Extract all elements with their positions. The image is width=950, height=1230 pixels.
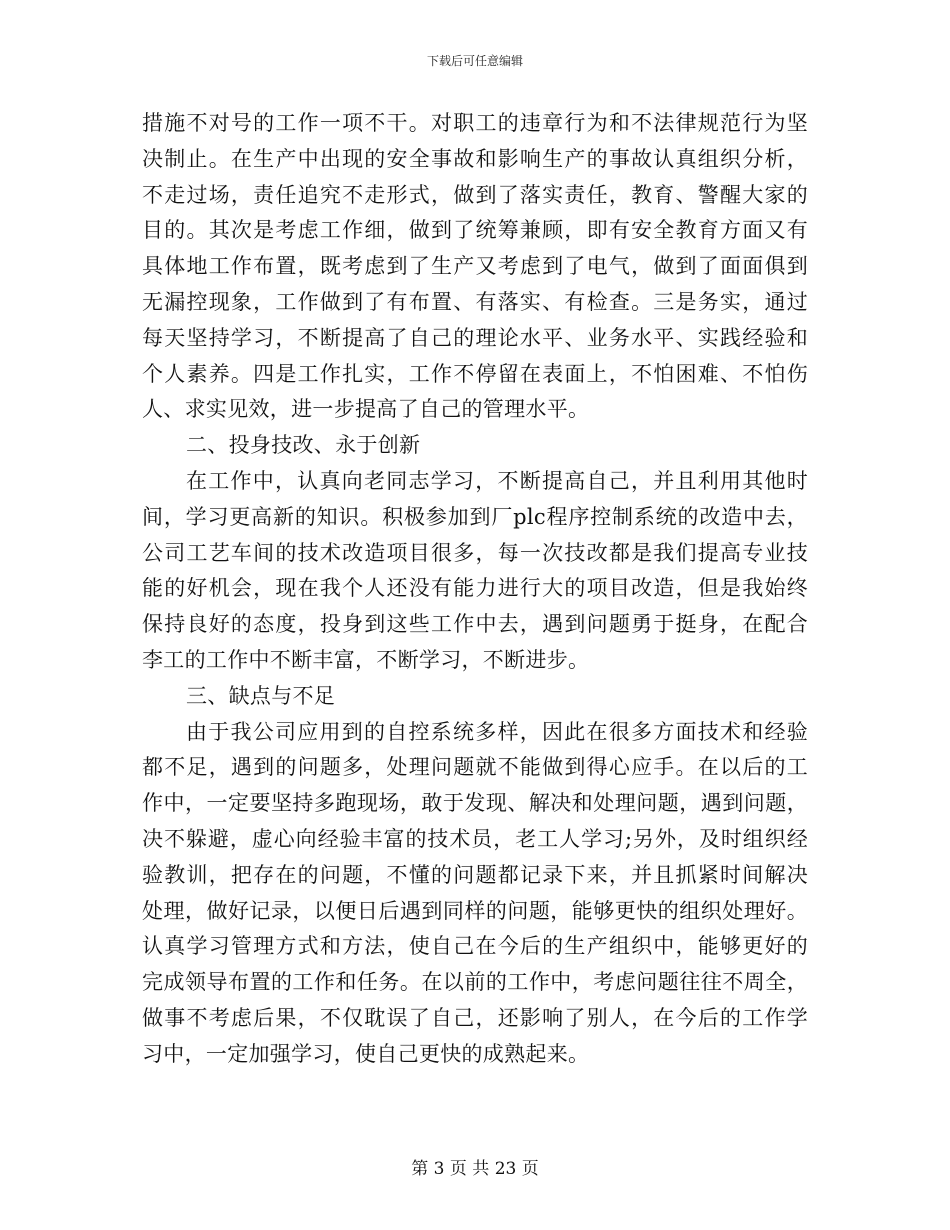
body-line: 作中，一定要坚持多跑现场，敢于发现、解决和处理问题，遇到问题， [142, 791, 808, 816]
body-line: 都不足，遇到的问题多，处理问题就不能做到得心应手。在以后的工 [142, 755, 808, 780]
body-line: 认真学习管理方式和方法，使自己在今后的生产组织中，能够更好的 [142, 934, 808, 959]
body-line: 做事不考虑后果，不仅耽误了自己，还影响了别人，在今后的工作学 [142, 1005, 808, 1030]
body-line: 决制止。在生产中出现的安全事故和影响生产的事故认真组织分析， [142, 146, 808, 171]
body-line: 人、求实见效，进一步提高了自己的管理水平。 [142, 397, 590, 422]
body-line: 能的好机会，现在我个人还没有能力进行大的项目改造，但是我始终 [142, 576, 808, 601]
page-header: 下载后可任意编辑 [426, 54, 523, 68]
body-line: 在工作中，认真向老同志学习，不断提高自己，并且利用其他时 [186, 468, 808, 493]
section-heading: 二、投身技改、永于创新 [186, 433, 421, 458]
page-footer: 第 3 页 共 23 页 [411, 1159, 539, 1179]
body-line: 无漏控现象，工作做到了有布置、有落实、有检查。三是务实，通过 [142, 289, 808, 314]
body-line: 具体地工作布置，既考虑到了生产又考虑到了电气，做到了面面俱到 [142, 254, 808, 279]
body-line: 习中，一定加强学习，使自己更快的成熟起来。 [142, 1041, 590, 1066]
body-line: 由于我公司应用到的自控系统多样，因此在很多方面技术和经验 [186, 719, 808, 744]
body-line: 李工的工作中不断丰富，不断学习，不断进步。 [142, 647, 590, 672]
body-line: 不走过场，责任追究不走形式，做到了落实责任，教育、警醒大家的 [142, 182, 808, 207]
body-line: 处理，做好记录，以便日后遇到同样的问题，能够更快的组织处理好。 [142, 898, 808, 923]
body-line: 措施不对号的工作一项不干。对职工的违章行为和不法律规范行为坚 [142, 111, 808, 135]
section-heading: 三、缺点与不足 [186, 683, 336, 708]
document-body [142, 106, 808, 1073]
body-line: 验教训，把存在的问题，不懂的问题都记录下来，并且抓紧时间解决 [142, 862, 808, 887]
body-line: 每天坚持学习，不断提高了自己的理论水平、业务水平、实践经验和 [142, 325, 808, 350]
body-line: 决不躲避，虚心向经验丰富的技术员，老工人学习;另外，及时组织经 [142, 826, 808, 851]
body-line: 个人素养。四是工作扎实，工作不停留在表面上，不怕困难、不怕伤 [142, 361, 808, 386]
body-line: 目的。其次是考虑工作细，做到了统筹兼顾，即有安全教育方面又有 [142, 218, 808, 243]
body-line: 完成领导布置的工作和任务。在以前的工作中，考虑问题往往不周全， [142, 970, 808, 995]
body-line: 间，学习更高新的知识。积极参加到厂plc程序控制系统的改造中去， [142, 504, 808, 529]
body-line: 保持良好的态度，投身到这些工作中去，遇到问题勇于挺身，在配合 [142, 612, 808, 637]
body-line: 公司工艺车间的技术改造项目很多，每一次技改都是我们提高专业技 [142, 540, 808, 565]
